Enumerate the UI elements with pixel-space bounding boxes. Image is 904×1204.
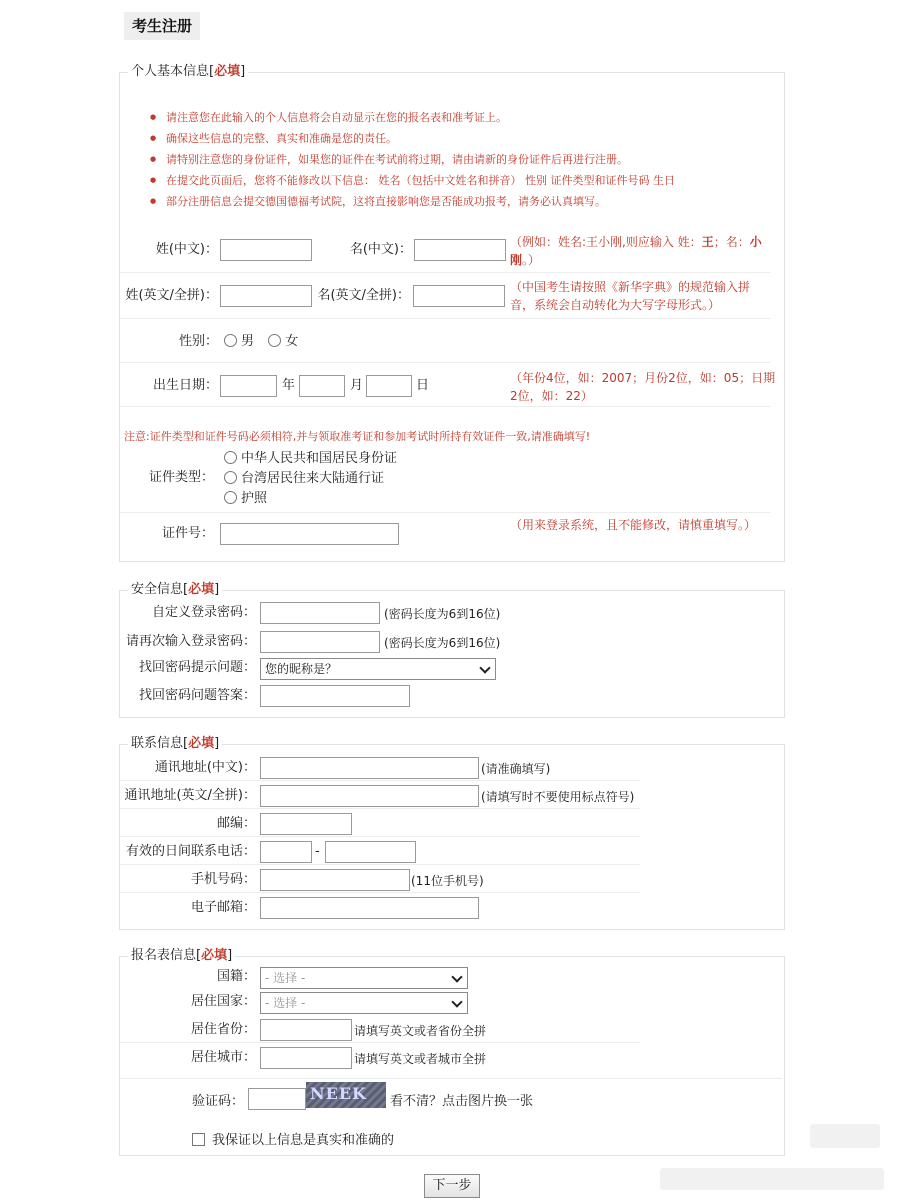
email-label: 电子邮箱： <box>190 900 256 915</box>
chevron-down-icon <box>451 971 462 982</box>
city-hint: 请填写英文或者城市全拼 <box>354 1052 487 1066</box>
blurred-overlay <box>660 1168 884 1190</box>
security-question-label: 找回密码提示问题： <box>138 660 256 675</box>
gender-options <box>224 332 298 352</box>
postcode-input[interactable] <box>260 813 352 835</box>
pinyin-hint: （中国考生请按照《新华字典》的规范输入拼音，系统会自动转化为大写字母形式。） <box>510 280 751 312</box>
personal-info-legend: 个人基本信息[必填] <box>128 64 248 80</box>
phone-dash: - <box>315 844 320 859</box>
mobile-hint: (11位手机号) <box>411 874 484 888</box>
day-phone-number-input[interactable] <box>325 841 416 863</box>
application-legend: 报名表信息[必填] <box>128 948 235 964</box>
gender-male-radio[interactable] <box>224 334 237 347</box>
password-hint: (密码长度为6到16位) <box>384 607 501 621</box>
id-type-option[interactable]: 台湾居民往来大陆通行证 <box>224 469 384 489</box>
chevron-down-icon <box>451 996 462 1007</box>
postcode-label: 邮编： <box>216 816 256 831</box>
id-type-option[interactable]: 护照 <box>224 489 267 509</box>
password-label: 自定义登录密码： <box>151 605 256 620</box>
city-label: 居住城市： <box>190 1050 256 1065</box>
province-hint: 请填写英文或者省份全拼 <box>354 1024 487 1038</box>
agreement-checkbox[interactable] <box>192 1133 205 1146</box>
given-en-label: 名(英文/全拼)： <box>317 288 410 303</box>
city-input[interactable] <box>260 1047 352 1069</box>
address-cn-hint: (请准确填写) <box>481 762 551 776</box>
security-answer-input[interactable] <box>260 685 410 707</box>
id-type-option[interactable]: 中华人民共和国居民身份证 <box>224 449 397 469</box>
confirm-password-hint: (密码长度为6到16位) <box>384 636 501 650</box>
surname-en-label: 姓(英文/全拼)： <box>125 288 218 303</box>
security-answer-label: 找回密码问题答案： <box>138 688 256 703</box>
day-phone-area-input[interactable] <box>260 841 312 863</box>
gender-label: 性别： <box>178 334 218 349</box>
given-cn-input[interactable] <box>414 239 506 261</box>
dob-year-input[interactable] <box>220 375 277 397</box>
address-en-label: 通讯地址(英文/全拼)： <box>124 788 256 803</box>
agreement-row[interactable] <box>192 1131 394 1151</box>
month-unit: 月 <box>350 378 364 393</box>
confirm-password-label: 请再次输入登录密码： <box>125 634 256 649</box>
notice-item: ● 请特别注意您的身份证件，如果您的证件在考试前将过期，请由请新的身份证件后再进行注册。 <box>146 149 766 170</box>
radio-icon[interactable] <box>224 451 237 464</box>
radio-icon[interactable] <box>224 491 237 504</box>
surname-cn-label: 姓(中文)： <box>155 242 218 257</box>
required-mark: 必填 <box>214 64 241 79</box>
address-en-hint: (请填写时不要使用标点符号) <box>481 790 635 804</box>
nationality-select[interactable]: - 选择 - <box>260 967 468 989</box>
gender-female-label: 女 <box>285 334 299 349</box>
mobile-input[interactable] <box>260 869 410 891</box>
captcha-label: 验证码： <box>191 1094 244 1109</box>
page-title: 考生注册 <box>124 12 200 40</box>
year-unit: 年 <box>282 378 296 393</box>
radio-icon[interactable] <box>224 471 237 484</box>
day-unit: 日 <box>416 378 430 393</box>
dob-day-input[interactable] <box>366 375 412 397</box>
id-notice: 注意:证件类型和证件号码必须相符,并与领取准考证和参加考试时所持有效证件一致,请准确填写! <box>124 430 591 443</box>
residence-country-select[interactable]: - 选择 - <box>260 992 468 1014</box>
address-cn-input[interactable] <box>260 757 479 779</box>
required-mark: 必填 <box>188 582 215 597</box>
given-en-input[interactable] <box>413 285 505 307</box>
residence-country-label: 居住国家： <box>190 994 256 1009</box>
required-mark: 必填 <box>188 736 215 751</box>
dob-hint: （年份4位，如：2007；月份2位，如：05；日期2位，如：22） <box>510 371 776 403</box>
agreement-label: 我保证以上信息是真实和准确的 <box>212 1133 395 1148</box>
notice-item: ● 请注意您在此输入的个人信息将会自动显示在您的报名表和准考证上。 <box>146 107 766 128</box>
gender-male-label: 男 <box>241 334 255 349</box>
password-input[interactable] <box>260 602 380 624</box>
dob-label: 出生日期： <box>152 378 218 393</box>
captcha-image[interactable]: NEEK <box>306 1082 386 1108</box>
security-question-select[interactable]: 您的昵称是？ <box>260 658 496 680</box>
confirm-password-input[interactable] <box>260 631 380 653</box>
email-input[interactable] <box>260 897 479 919</box>
nationality-label: 国籍： <box>216 969 256 984</box>
id-number-hint: （用来登录系统，且不能修改，请慎重填写。） <box>510 518 757 532</box>
security-legend: 安全信息[必填] <box>128 582 222 598</box>
id-number-label: 证件号： <box>161 526 214 541</box>
id-type-label: 证件类型： <box>148 470 214 485</box>
province-input[interactable] <box>260 1019 352 1041</box>
province-label: 居住省份： <box>190 1022 256 1037</box>
address-en-input[interactable] <box>260 785 479 807</box>
name-example-hint: （例如：姓名:王小刚,则应输入 姓：王；名：小刚。） <box>510 235 762 267</box>
surname-cn-input[interactable] <box>220 239 312 261</box>
chevron-down-icon <box>479 662 490 673</box>
given-cn-label: 名(中文)： <box>349 242 412 257</box>
day-phone-label: 有效的日间联系电话： <box>125 844 256 859</box>
notice-item: ● 在提交此页面后，您将不能修改以下信息： 姓名（包括中文姓名和拼音） 性别 证件类型和证件号码 生日 <box>146 170 766 191</box>
notice-item: ● 部分注册信息会提交德国德福考试院，这将直接影响您是否能成功报考，请务必认真填写。 <box>146 191 766 212</box>
gender-female-radio[interactable] <box>268 334 281 347</box>
mobile-label: 手机号码： <box>190 872 256 887</box>
captcha-input[interactable] <box>248 1088 306 1110</box>
next-button[interactable]: 下一步 <box>424 1174 480 1198</box>
notice-item: ● 确保这些信息的完整、真实和准确是您的责任。 <box>146 128 766 149</box>
id-number-input[interactable] <box>220 523 399 545</box>
required-mark: 必填 <box>201 948 228 963</box>
captcha-refresh-link[interactable]: 看不清？点击图片换一张 <box>390 1094 534 1109</box>
dob-month-input[interactable] <box>299 375 345 397</box>
contact-legend: 联系信息[必填] <box>128 736 222 752</box>
address-cn-label: 通讯地址(中文)： <box>154 760 256 775</box>
blurred-overlay <box>810 1124 880 1148</box>
notice-list <box>146 107 766 212</box>
surname-en-input[interactable] <box>220 285 312 307</box>
